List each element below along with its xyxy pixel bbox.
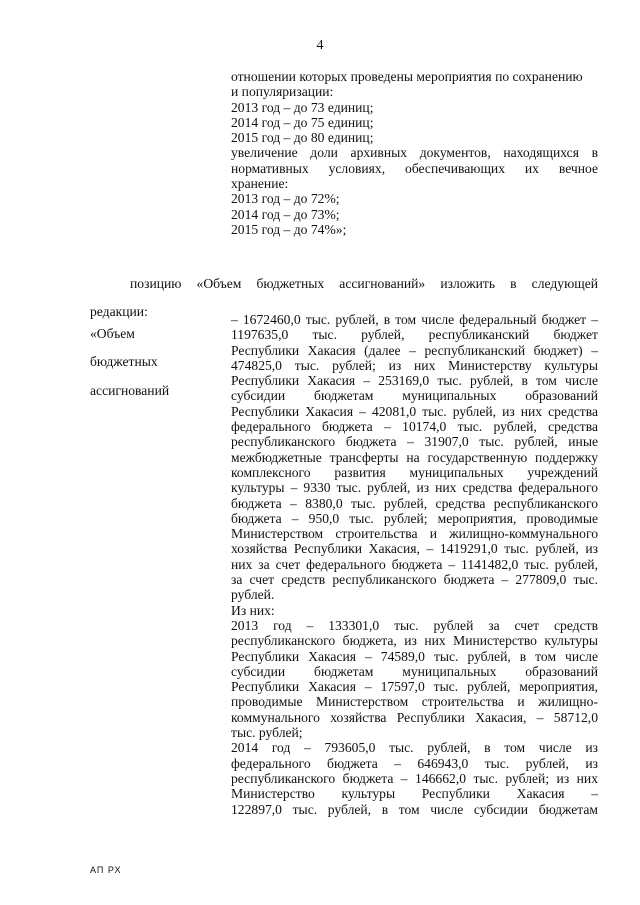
budget-line: рублей. bbox=[231, 587, 275, 603]
intro-line: 2015 год – до 80 единиц; bbox=[231, 130, 374, 146]
budget-line: республиканского бюджета – 146662,0 тыс. рублей; из них bbox=[231, 770, 598, 786]
budget-line: республиканского бюджета – 31907,0 тыс. рублей, иные bbox=[231, 434, 598, 450]
intro-line: 2014 год – до 75 единиц; bbox=[231, 114, 374, 130]
budget-line: проводимые Министерством строительства и жилищно- bbox=[231, 694, 598, 710]
intro-line: хранение: bbox=[231, 176, 289, 192]
budget-line: – 1672460,0 тыс. рублей, в том числе федеральный бюджет – bbox=[231, 312, 598, 327]
budget-line: республиканского бюджета, из них Министерство культуры bbox=[231, 633, 598, 649]
budget-line: Министерство культуры Республики Хакасия – bbox=[231, 786, 598, 802]
budget-line: межбюджетные трансферты на государственную поддержку bbox=[231, 449, 598, 465]
budget-line: Республики Хакасия – 42081,0 тыс. рублей, из них средства bbox=[231, 403, 598, 419]
intro-text-block bbox=[231, 69, 598, 237]
budget-line: культуры – 9330 тыс. рублей, из них средства федерального bbox=[231, 480, 598, 496]
budget-line: федерального бюджета – 646943,0 тыс. рублей, из bbox=[231, 755, 598, 771]
intro-line: и популяризации: bbox=[231, 84, 334, 100]
budget-line: 474825,0 тыс. рублей; из них Министерству культуры bbox=[231, 357, 598, 373]
budget-line: бюджета – 8380,0 тыс. рублей, средства республиканского bbox=[231, 495, 598, 511]
budget-line: Республики Хакасия – 74589,0 тыс. рублей, в том числе bbox=[231, 648, 598, 664]
budget-line: федерального бюджета – 10174,0 тыс. рублей, средства bbox=[231, 419, 598, 435]
label-line: ассигнований bbox=[90, 383, 170, 399]
budget-line: бюджета – 950,0 тыс. рублей; мероприятия, проводимые bbox=[231, 510, 598, 526]
budget-line: 1197635,0 тыс. рублей, республиканский бюджет bbox=[231, 327, 598, 343]
position-line-2: редакции: bbox=[90, 304, 148, 320]
budget-line: 2014 год – 793605,0 тыс. рублей, в том числе из bbox=[231, 740, 598, 756]
intro-line: увеличение доли архивных документов, находящихся в bbox=[231, 145, 598, 161]
budget-line: Республики Хакасия (далее – республиканский бюджет) – bbox=[231, 342, 598, 358]
budget-line: комплексного развития муниципальных учреждений bbox=[231, 464, 598, 480]
budget-line: Министерством строительства и жилищно-коммунального bbox=[231, 526, 598, 542]
budget-line: них за счет федерального бюджета – 1141482,0 тыс. рублей, bbox=[231, 556, 598, 572]
budget-label-column bbox=[90, 312, 210, 412]
intro-line: 2014 год – до 73%; bbox=[231, 206, 340, 222]
budget-line: Республики Хакасия – 253169,0 тыс. рублей, в том числе bbox=[231, 373, 598, 389]
budget-line: 2013 год – 133301,0 тыс. рублей за счет средств bbox=[231, 617, 598, 633]
budget-line: Из них: bbox=[231, 602, 275, 618]
intro-line: отношении которых проведены мероприятия по сохранению bbox=[231, 69, 583, 84]
budget-line: Республики Хакасия – 17597,0 тыс. рублей, мероприятия, bbox=[231, 679, 598, 695]
budget-line: субсидии бюджетам муниципальных образований bbox=[231, 663, 598, 679]
page-number: 4 bbox=[316, 38, 324, 53]
intro-line: 2013 год – до 73 единиц; bbox=[231, 99, 374, 115]
intro-line: 2015 год – до 74%»; bbox=[231, 221, 347, 237]
budget-line: хозяйства Республики Хакасия, – 1419291,0 тыс. рублей, из bbox=[231, 541, 598, 557]
footer-mark: АП РХ bbox=[90, 865, 122, 875]
position-line-1: позицию «Объем бюджетных ассигнований» изложить в следующей bbox=[130, 275, 598, 291]
intro-line: нормативных условиях, обеспечивающих их вечное bbox=[231, 160, 598, 176]
budget-line: субсидии бюджетам муниципальных образований bbox=[231, 388, 598, 404]
intro-line: 2013 год – до 72%; bbox=[231, 191, 340, 207]
budget-line: тыс. рублей; bbox=[231, 725, 303, 741]
label-line: бюджетных bbox=[90, 354, 158, 370]
label-line: «Объем bbox=[90, 325, 135, 341]
budget-line: коммунального хозяйства Республики Хакасия, – 58712,0 bbox=[231, 709, 598, 725]
budget-line: 122897,0 тыс. рублей, в том числе субсидии бюджетам bbox=[231, 801, 598, 817]
budget-line: за счет средств республиканского бюджета – 277809,0 тыс. bbox=[231, 572, 598, 588]
budget-text-column bbox=[231, 312, 598, 817]
